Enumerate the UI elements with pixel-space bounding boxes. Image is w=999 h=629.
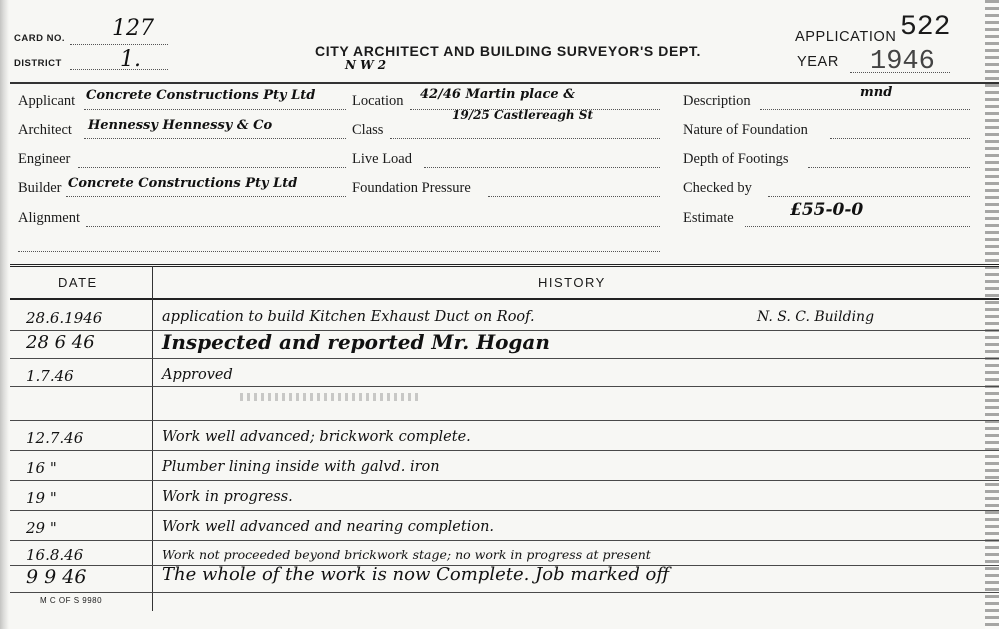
engineer-label: Engineer bbox=[18, 151, 71, 167]
estimate-label: Estimate bbox=[683, 210, 734, 226]
row-date: 16 " bbox=[26, 459, 57, 477]
row-date: 29 " bbox=[26, 519, 57, 537]
row-date: 9 9 46 bbox=[26, 566, 87, 588]
row-date: 1.7.46 bbox=[26, 367, 74, 385]
application-value: 522 bbox=[900, 12, 951, 43]
class-line bbox=[390, 138, 660, 139]
checked-by-label: Checked by bbox=[683, 180, 752, 196]
row-history: Work not proceeded beyond brickwork stage; no work in progress at present bbox=[162, 547, 651, 562]
row-history: application to build Kitchen Exhaust Duct on Roof. bbox=[162, 309, 535, 325]
card-no-value: 127 bbox=[112, 16, 154, 41]
location-value-line2: 19/25 Castlereagh St bbox=[452, 108, 594, 122]
district-line bbox=[70, 69, 168, 70]
row-history: Work well advanced; brickwork complete. bbox=[162, 429, 471, 445]
nature-of-foundation-label: Nature of Foundation bbox=[683, 122, 808, 138]
form-code: M C OF S 9980 bbox=[40, 596, 103, 605]
row-date: 19 " bbox=[26, 489, 57, 507]
date-column-header: DATE bbox=[58, 275, 98, 290]
builder-label: Builder bbox=[18, 180, 62, 196]
estimate-value: £55-0-0 bbox=[790, 200, 864, 220]
description-line bbox=[760, 109, 970, 110]
history-row bbox=[12, 366, 997, 389]
location-value-line1: 42/46 Martin place & bbox=[420, 87, 575, 102]
engineer-line bbox=[78, 167, 346, 168]
district-label: DISTRICT bbox=[14, 58, 62, 69]
architect-label: Architect bbox=[18, 122, 72, 138]
row-history: Work in progress. bbox=[162, 489, 293, 505]
row-date: 28.6.1946 bbox=[26, 309, 103, 327]
applicant-label: Applicant bbox=[18, 93, 76, 109]
row-date: 12.7.46 bbox=[26, 429, 84, 447]
alignment-line bbox=[86, 226, 660, 227]
live-load-label: Live Load bbox=[352, 151, 412, 167]
checked-line bbox=[768, 196, 970, 197]
year-value: 1946 bbox=[870, 47, 935, 77]
history-row bbox=[12, 398, 997, 421]
history-row bbox=[12, 564, 997, 593]
architect-line bbox=[84, 138, 346, 139]
history-column-header: HISTORY bbox=[538, 275, 606, 290]
history-row bbox=[12, 428, 997, 451]
history-row bbox=[12, 330, 997, 359]
builder-value: Concrete Constructions Pty Ltd bbox=[68, 176, 298, 191]
history-row bbox=[12, 308, 997, 331]
row-note: N. S. C. Building bbox=[757, 309, 875, 325]
history-row bbox=[12, 458, 997, 481]
district-value: 1. bbox=[120, 47, 141, 72]
description-value: mnd bbox=[860, 85, 893, 100]
table-header-divider bbox=[10, 298, 999, 300]
depth-of-footings-label: Depth of Footings bbox=[683, 151, 789, 167]
dept-title: CITY ARCHITECT AND BUILDING SURVEYOR'S DEPT. bbox=[315, 43, 701, 59]
description-label: Description bbox=[683, 93, 751, 109]
dept-note: N W 2 bbox=[345, 58, 387, 72]
header-divider bbox=[10, 82, 999, 84]
architect-value: Hennessy Hennessy & Co bbox=[88, 118, 273, 133]
table-top-border bbox=[10, 264, 999, 267]
row-history: Plumber lining inside with galvd. iron bbox=[162, 459, 440, 475]
depth-line bbox=[808, 167, 970, 168]
alignment-label: Alignment bbox=[18, 210, 81, 226]
row-history: The whole of the work is now Complete. Job marked off bbox=[162, 564, 670, 585]
class-label: Class bbox=[352, 122, 384, 138]
nature-line bbox=[830, 138, 970, 139]
application-label: APPLICATION bbox=[795, 29, 897, 45]
history-row bbox=[12, 518, 997, 541]
row-history: Work well advanced and nearing completion. bbox=[162, 519, 495, 535]
live-load-line bbox=[424, 167, 660, 168]
blank-line bbox=[18, 251, 660, 252]
location-label: Location bbox=[352, 93, 404, 109]
applicant-value: Concrete Constructions Pty Ltd bbox=[86, 88, 316, 103]
applicant-line bbox=[84, 109, 346, 110]
card-no-label: CARD NO. bbox=[14, 33, 65, 44]
card-no-line bbox=[70, 44, 168, 45]
year-label: YEAR bbox=[797, 54, 839, 70]
row-history: Inspected and reported Mr. Hogan bbox=[162, 330, 550, 354]
foundation-pressure-line bbox=[488, 196, 660, 197]
card-left-edge bbox=[0, 0, 9, 629]
row-date: 28 6 46 bbox=[26, 332, 95, 353]
history-row bbox=[12, 488, 997, 511]
foundation-pressure-label: Foundation Pressure bbox=[352, 180, 471, 196]
builder-line bbox=[66, 196, 346, 197]
row-date: 16.8.46 bbox=[26, 546, 84, 564]
row-history: Approved bbox=[162, 367, 233, 383]
estimate-line bbox=[745, 226, 970, 227]
